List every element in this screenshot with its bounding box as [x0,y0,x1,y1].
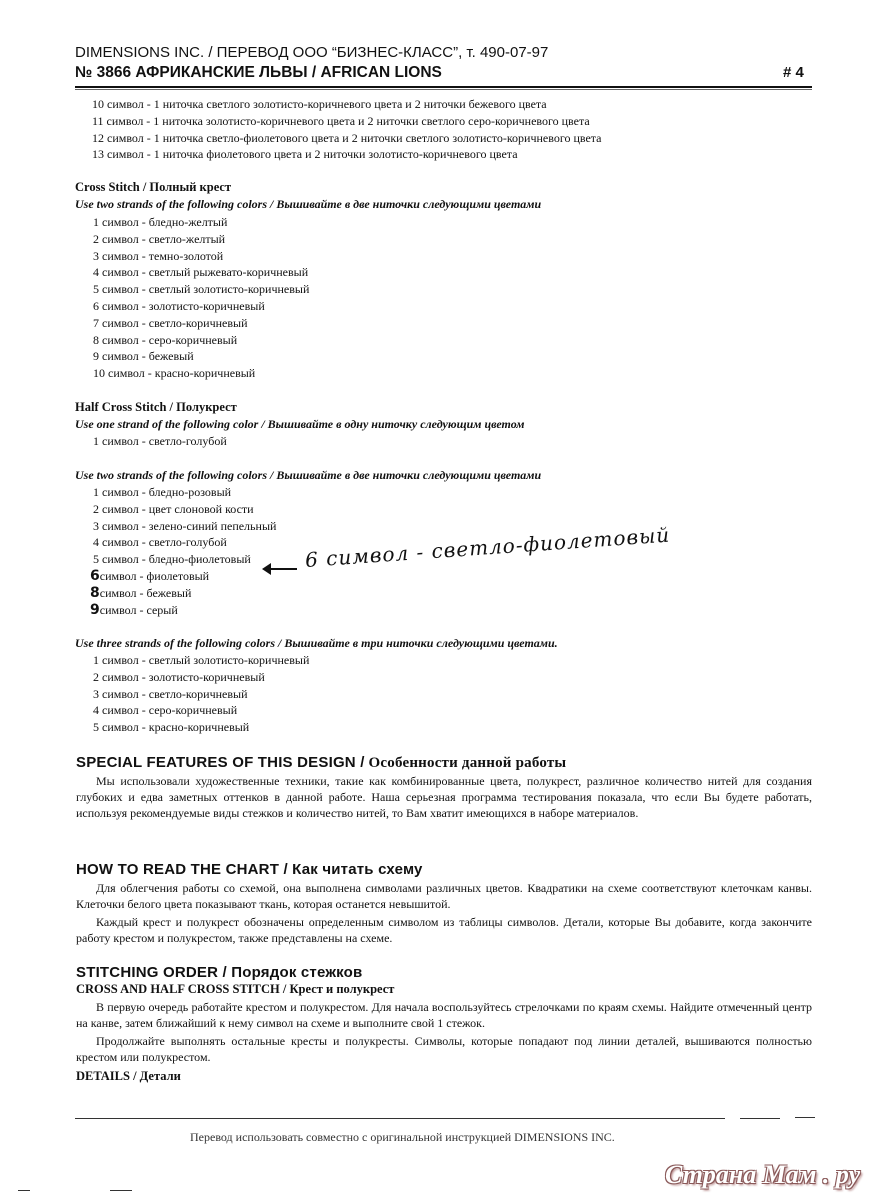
cross-stitch-list [93,214,309,382]
footer-divider-dash [740,1118,780,1119]
handwritten-number-mark: 8 [90,584,100,601]
cross-stitch-heading: Cross Stitch / Полный крест [75,180,232,194]
stitching-order-paragraph-1: В первую очередь работайте крестом и полукрестом. Для начала воспользуйтесь стрелочками по краям схемы. Найдите отмеченный центр на канве, затем ближайший к нему символ на схеме и выполните свой 1 стежок. [76,1000,812,1031]
list-item: 2 символ - золотисто-коричневый [93,669,265,684]
how-to-read-paragraph-2: Каждый крест и полукрест обозначены определенным символом из таблицы символов. Детали, которые Вы добавите, когда закончите работу крестом и полукрестом, также представлены на схеме. [76,915,812,946]
site-watermark-logo: Страна Мам . ру [665,1160,861,1189]
list-item: 1 символ - бледно-желтый [93,215,228,229]
list-item: 6 символ - золотисто-коричневый [93,298,265,313]
scan-mark [110,1190,132,1191]
list-item: 3 символ - светло-коричневый [93,686,248,701]
footer-divider-dash [795,1117,815,1118]
list-item: 10 символ - красно-коричневый [93,366,256,381]
half-cross-two-strands-subtitle: Use two strands of the following colors / Вышивайте в две ниточки следующими цветами [75,468,542,482]
details-heading: DETAILS / Детали [76,1069,181,1083]
stitching-order-subtitle: CROSS AND HALF CROSS STITCH / Крест и полукрест [76,982,395,996]
document-header-publisher: DIMENSIONS INC. / ПЕРЕВОД ООО “БИЗНЕС-КЛАСС”, т. 490-07-97 [75,44,549,61]
list-item: 4 символ - светло-голубой [93,535,227,550]
handwritten-number-mark: 9 [90,601,100,618]
half-cross-three-strands-subtitle: Use three strands of the following colors / Вышивайте в три ниточки следующими цветами. [75,636,558,650]
page-number: # 4 [783,64,804,81]
list-item [90,585,209,602]
list-item-text: символ - бежевый [99,585,192,600]
list-item: 12 символ - 1 ниточка светло-фиолетового цвета и 2 ниточки светлого золотисто-коричневого цвета [92,130,602,145]
header-divider [75,86,812,88]
stitching-order-paragraph-2: Продолжайте выполнять остальные кресты и полукресты. Символы, которые попадают под линии деталей, вышиваются полностью крестом или полукрестом. [76,1034,812,1065]
list-item [90,568,209,585]
list-item: 1 символ - бледно-розовый [93,485,232,499]
list-item: 11 символ - 1 ниточка золотисто-коричневого цвета и 2 ниточки светлого серо-коричневого цвета [92,113,590,128]
half-cross-one-strand-list [93,433,227,450]
scan-mark [18,1190,30,1191]
list-item: 2 символ - цвет слоновой кости [93,501,254,516]
handwritten-arrow-line [267,568,297,570]
handwritten-number-mark: 6 [90,568,100,584]
list-item: 8 символ - серо-коричневый [93,332,238,347]
list-item: 3 символ - темно-золотой [93,248,224,263]
special-features-heading-ru: Особенности данной работы [364,755,567,771]
half-cross-heading: Half Cross Stitch / Полукрест [75,400,237,414]
half-cross-one-strand-subtitle: Use one strand of the following color / Вышивайте в одну ниточку следующим цветом [75,417,525,431]
list-item: 5 символ - красно-коричневый [93,720,250,735]
footer-divider [75,1118,725,1119]
stitching-order-heading: STITCHING ORDER / Порядок стежков [76,964,363,981]
how-to-read-heading: HOW TO READ THE CHART / Как читать схему [76,861,423,878]
how-to-read-paragraph-1: Для облегчения работы со схемой, она выполнена символами различных цветов. Квадратики на схеме соответствуют клеточкам канвы. Клеточки белого цвета показывают ткань, которая останется невышитой. [76,881,812,912]
list-item: 10 символ - 1 ниточка светлого золотисто-коричневого цвета и 2 ниточки бежевого цвета [92,97,547,111]
document-header-title: № 3866 АФРИКАНСКИЕ ЛЬВЫ / AFRICAN LIONS [75,64,442,81]
list-item: 5 символ - светлый золотисто-коричневый [93,282,310,297]
half-cross-two-strands-list [93,484,276,568]
list-item: 2 символ - светло-желтый [93,231,226,246]
list-item: 4 символ - серо-коричневый [93,703,238,718]
list-item: 3 символ - зелено-синий пепельный [93,518,277,533]
list-item: 1 символ - светло-голубой [93,434,227,448]
handwritten-arrow-head-icon [262,563,271,575]
half-cross-three-strands-list [93,652,309,736]
special-features-heading [76,754,566,772]
list-item: 5 символ - бледно-фиолетовый [93,552,251,567]
cross-stitch-subtitle: Use two strands of the following colors / Вышивайте в две ниточки следующими цветами [75,197,542,211]
special-features-heading-en: SPECIAL FEATURES OF THIS DESIGN / [76,754,365,771]
list-item: 4 символ - светлый рыжевато-коричневый [93,265,309,280]
handwritten-note: 6 символ - светло-фиолетовый [304,522,671,572]
list-item: 1 символ - светлый золотисто-коричневый [93,653,310,667]
special-features-text: Мы использовали художественные техники, такие как комбинированные цвета, полукрест, различное количество нитей для создания глубоких и едва заметных оттенков в данной работе. Наша серьезная программа тестирования показала, что если Вы будете работать, используя рекомендуемые виды стежков и количество нитей, то Вам хватит имеющихся в наборе материалов. [76,774,812,821]
list-item: 7 символ - светло-коричневый [93,315,248,330]
header-divider-thin [75,89,812,90]
list-item: 13 символ - 1 ниточка фиолетового цвета и 2 ниточки золотисто-коричневого цвета [92,147,518,162]
list-item-text: символ - серый [99,602,178,617]
footer-note: Перевод использовать совместно с оригинальной инструкцией DIMENSIONS INC. [190,1130,615,1144]
half-cross-handwritten-list [90,568,209,618]
continued-symbol-list [92,96,602,163]
list-item [90,602,209,619]
list-item: 9 символ - бежевый [93,349,194,364]
list-item-text: символ - фиолетовый [99,569,210,583]
